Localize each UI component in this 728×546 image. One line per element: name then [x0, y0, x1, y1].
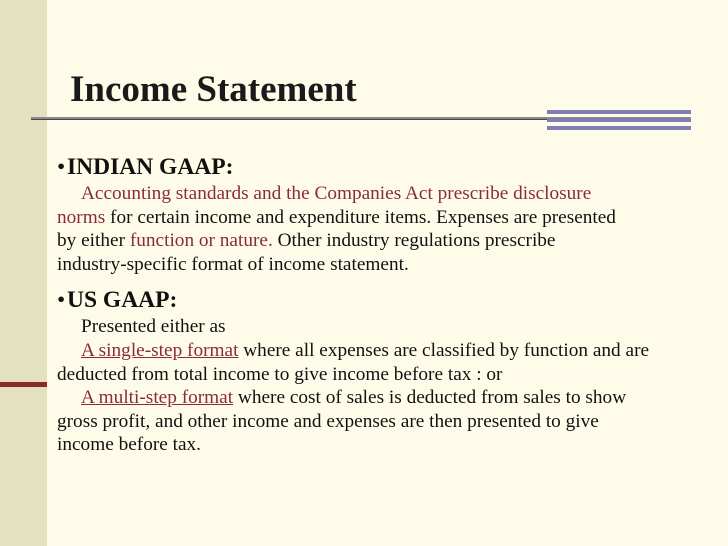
body-text: gross profit, and other income and expenses are then presented to give	[57, 410, 599, 432]
body-line	[57, 410, 725, 434]
body-text: deducted from total income to give income before tax : or	[57, 363, 503, 385]
body-text: income before tax.	[57, 434, 202, 456]
heading-text: US GAAP:	[67, 287, 178, 314]
left-sidebar-band	[0, 0, 47, 546]
sidebar-accent-stripe	[0, 382, 47, 387]
body-line	[57, 339, 725, 363]
highlighted-text: Accounting standards and the Companies Act prescribe disclosure	[81, 183, 592, 204]
section-heading	[57, 152, 725, 182]
body-text: Other industry regulations prescribe	[272, 230, 556, 252]
section-heading	[57, 285, 725, 315]
accent-bar	[547, 110, 691, 114]
accent-bar	[547, 126, 691, 130]
multi-step-format-link[interactable]: A multi-step format	[81, 387, 234, 409]
accent-bar	[547, 118, 691, 122]
section-us-gaap	[57, 285, 725, 457]
highlighted-text: norms	[57, 206, 106, 228]
body-line	[57, 253, 725, 277]
body-line	[57, 433, 725, 457]
slide-title: Income Statement	[70, 69, 357, 110]
title-accent-bars	[547, 110, 691, 130]
body-text: where all expenses are classified by function and are	[238, 339, 650, 361]
body-text: Presented either as	[81, 316, 226, 338]
body-line	[57, 386, 725, 410]
body-line	[57, 363, 725, 387]
bullet: •	[57, 287, 66, 314]
body-text: industry-specific format of income statement.	[57, 253, 409, 275]
body-text: by either	[57, 230, 130, 252]
bullet: •	[57, 154, 66, 180]
body-line	[57, 206, 725, 230]
single-step-format-link[interactable]: A single-step format	[81, 339, 239, 361]
highlighted-text: function or nature.	[129, 230, 273, 252]
slide-body	[57, 152, 725, 457]
body-line	[57, 315, 725, 339]
body-line	[57, 229, 725, 253]
body-text: where cost of sales is deducted from sales to show	[233, 387, 627, 409]
section-indian-gaap	[57, 152, 725, 276]
body-text: for certain income and expenditure items. Expenses are presented	[105, 206, 616, 228]
body-line	[57, 182, 725, 206]
heading-text: INDIAN GAAP:	[67, 154, 234, 180]
